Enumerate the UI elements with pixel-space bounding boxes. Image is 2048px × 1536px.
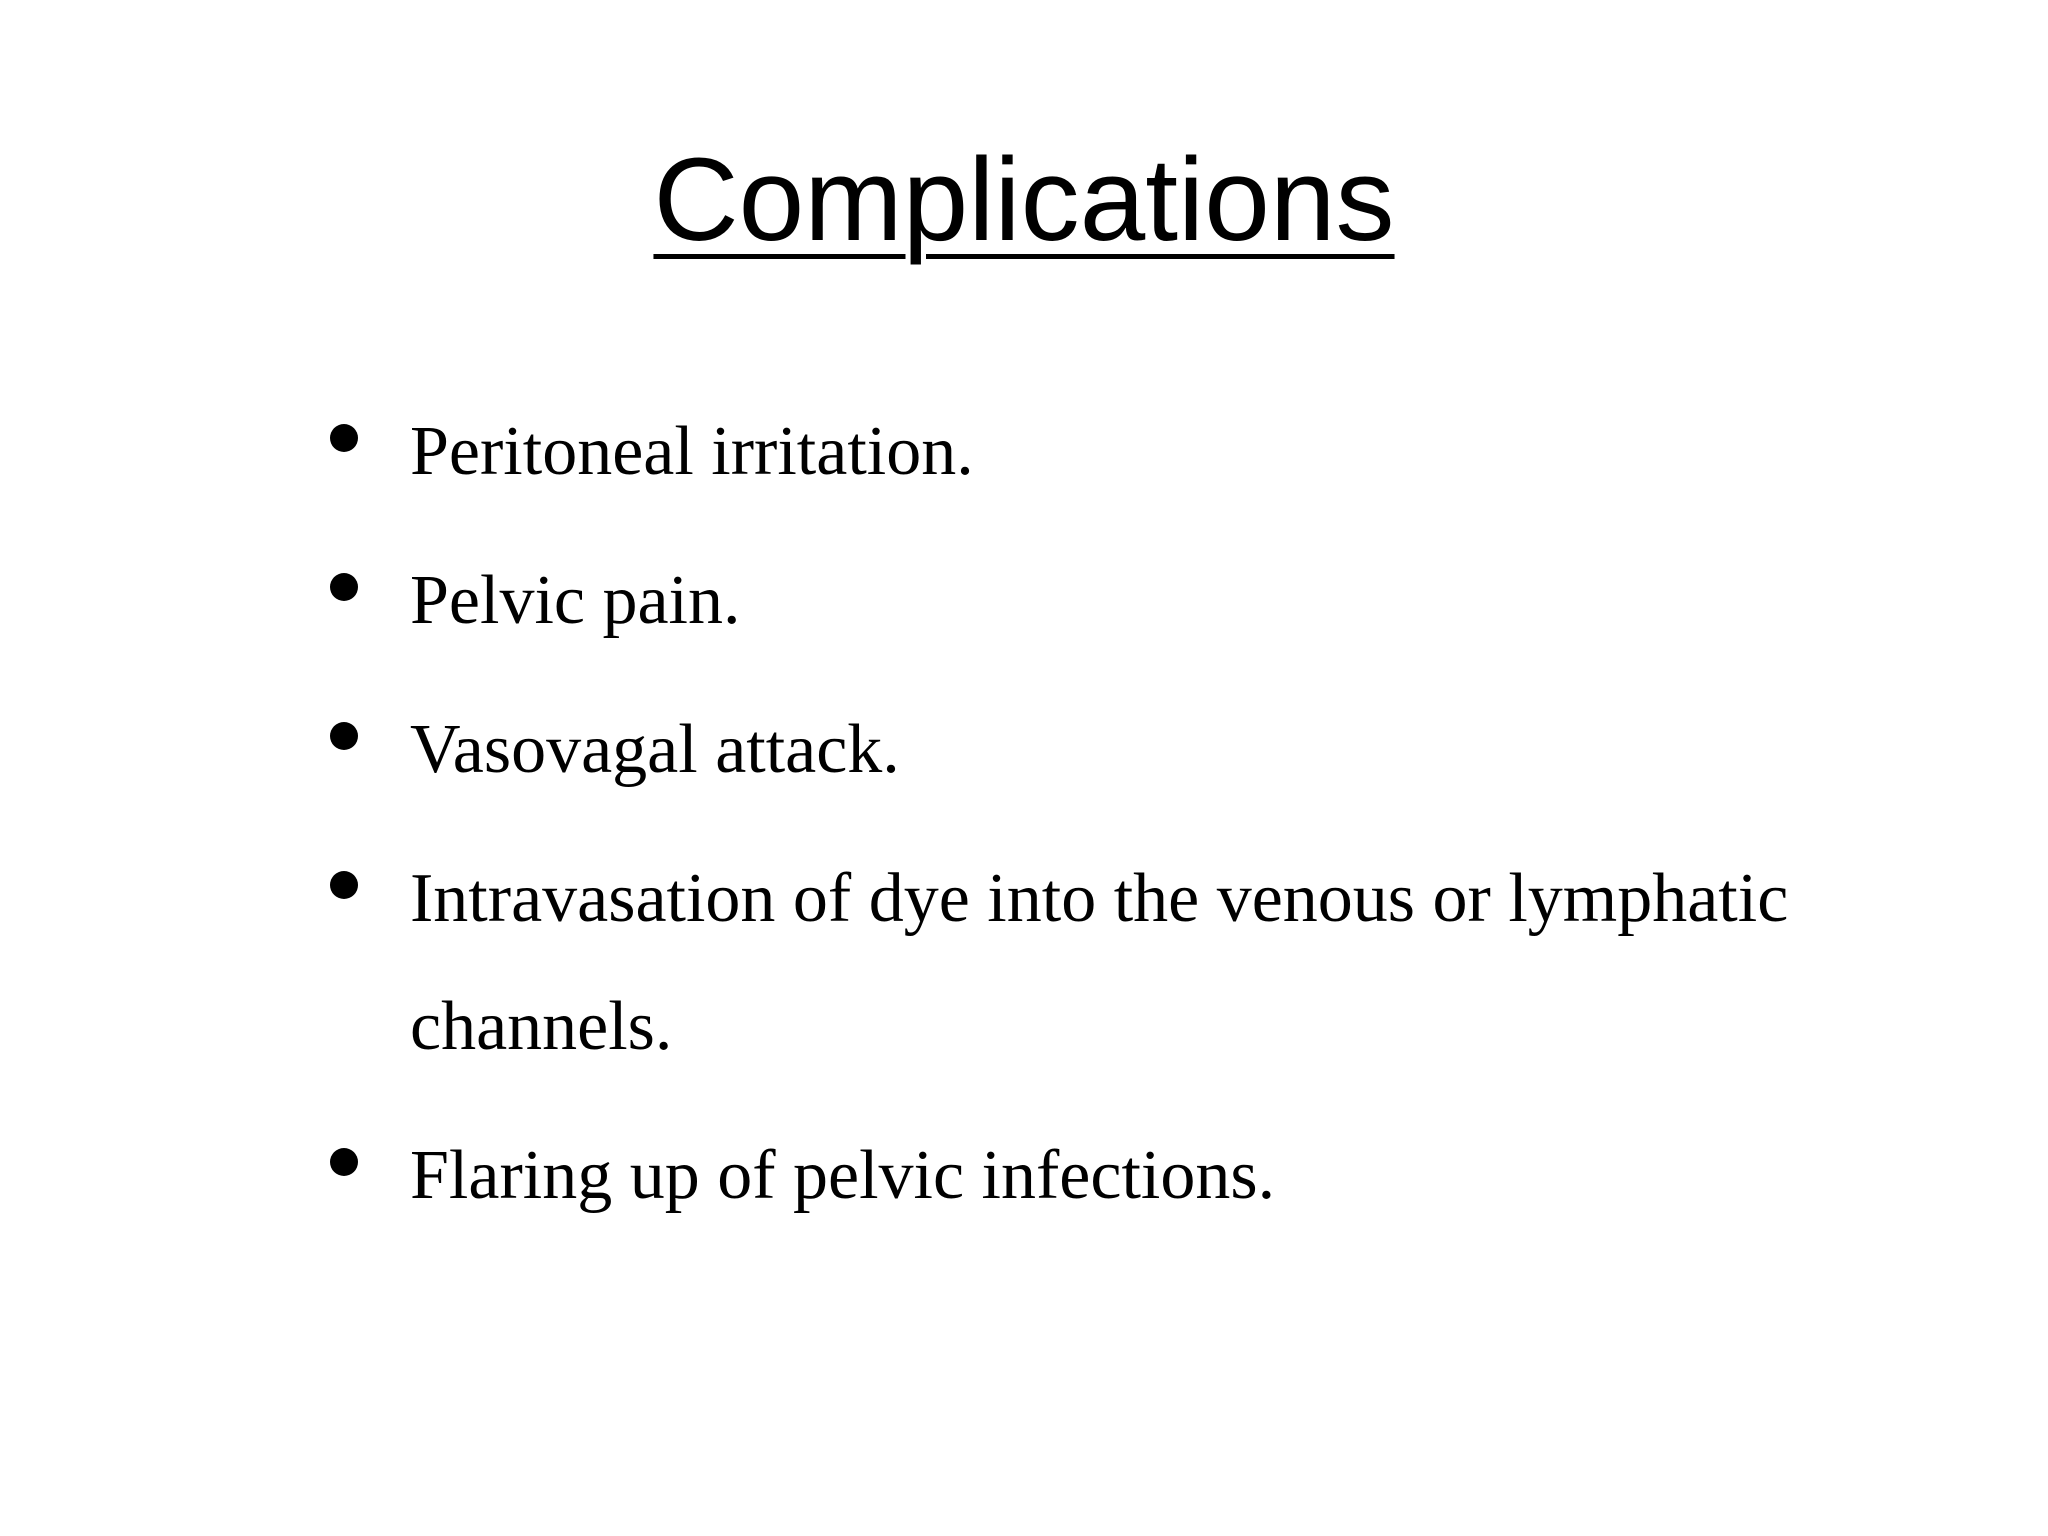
list-item-text: Vasovagal attack. bbox=[410, 711, 900, 788]
list-item bbox=[330, 1112, 1890, 1240]
bullet-dot-icon bbox=[330, 573, 358, 601]
list-item bbox=[330, 835, 1890, 1091]
list-item-text: Intravasation of dye into the venous or lymphatic channels. bbox=[410, 860, 1789, 1065]
list-item-text: Flaring up of pelvic infections. bbox=[410, 1137, 1276, 1214]
bullet-dot-icon bbox=[330, 722, 358, 750]
list-item bbox=[330, 388, 1890, 516]
bullet-list bbox=[330, 388, 1890, 1240]
bullet-dot-icon bbox=[330, 424, 358, 452]
list-item bbox=[330, 686, 1890, 814]
list-item-text: Peritoneal irritation. bbox=[410, 413, 974, 490]
slide-title bbox=[0, 130, 2048, 270]
bullet-dot-icon bbox=[330, 871, 358, 899]
bullet-dot-icon bbox=[330, 1148, 358, 1176]
slide-title-text: Complications bbox=[653, 134, 1395, 266]
list-item-text: Pelvic pain. bbox=[410, 562, 741, 639]
list-item bbox=[330, 537, 1890, 665]
